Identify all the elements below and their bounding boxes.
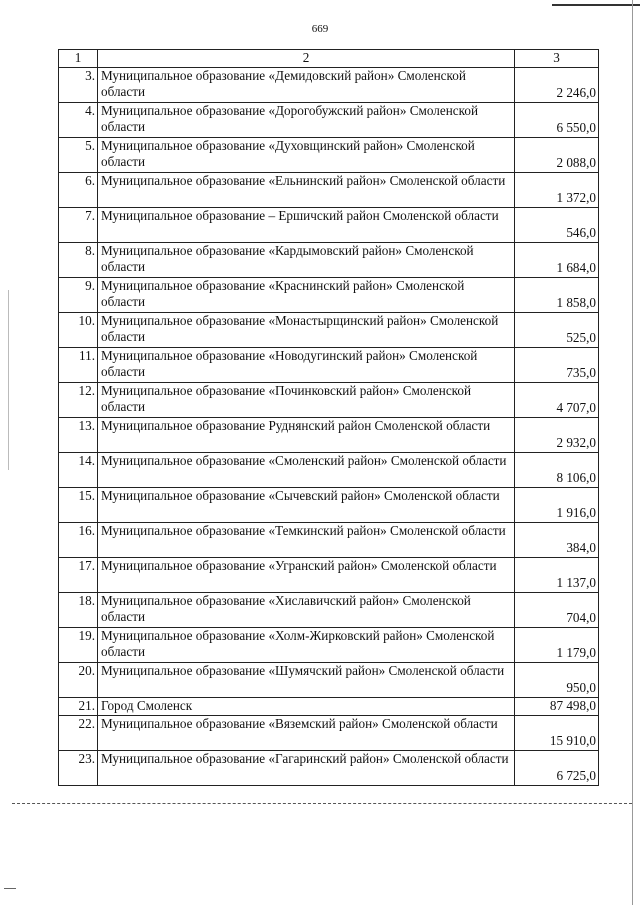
- row-number: 10.: [59, 312, 98, 347]
- row-value: 735,0: [515, 347, 599, 382]
- row-value: 2 088,0: [515, 137, 599, 172]
- row-value: 6 725,0: [515, 750, 599, 785]
- row-value: 1 684,0: [515, 242, 599, 277]
- row-name: Город Смоленск: [98, 697, 515, 715]
- table-row: [59, 312, 599, 347]
- table-row: [59, 277, 599, 312]
- row-name: Муниципальное образование «Вяземский район» Смоленской области: [98, 715, 515, 750]
- row-number: 20.: [59, 662, 98, 697]
- table-row: [59, 382, 599, 417]
- row-name: Муниципальное образование «Кардымовский район» Смоленской области: [98, 242, 515, 277]
- table-row: [59, 242, 599, 277]
- row-name: Муниципальное образование «Краснинский район» Смоленской области: [98, 277, 515, 312]
- row-value: 1 179,0: [515, 627, 599, 662]
- row-name: Муниципальное образование «Угранский район» Смоленской области: [98, 557, 515, 592]
- table-row: [59, 627, 599, 662]
- row-value: 4 707,0: [515, 382, 599, 417]
- table-row: [59, 137, 599, 172]
- table-row: [59, 207, 599, 242]
- table-row: [59, 592, 599, 627]
- row-number: 13.: [59, 417, 98, 452]
- row-number: 23.: [59, 750, 98, 785]
- header-col-3: 3: [515, 50, 599, 68]
- page-number: 669: [311, 23, 329, 35]
- scan-edge-left: [8, 290, 9, 470]
- row-value: 1 916,0: [515, 487, 599, 522]
- table-row: [59, 522, 599, 557]
- row-name: Муниципальное образование «Духовщинский район» Смоленской области: [98, 137, 515, 172]
- row-number: 6.: [59, 172, 98, 207]
- scan-edge-right: [632, 0, 633, 905]
- row-number: 12.: [59, 382, 98, 417]
- row-value: 950,0: [515, 662, 599, 697]
- row-number: 8.: [59, 242, 98, 277]
- row-number: 22.: [59, 715, 98, 750]
- row-number: 3.: [59, 67, 98, 102]
- row-value: 15 910,0: [515, 715, 599, 750]
- table-body: [59, 67, 599, 785]
- table-header-row: [59, 50, 599, 68]
- row-name: Муниципальное образование «Шумячский район» Смоленской области: [98, 662, 515, 697]
- row-number: 18.: [59, 592, 98, 627]
- row-name: Муниципальное образование «Холм-Жирковский район» Смоленской области: [98, 627, 515, 662]
- row-name: Муниципальное образование «Ельнинский район» Смоленской области: [98, 172, 515, 207]
- row-value: 525,0: [515, 312, 599, 347]
- table-row: [59, 172, 599, 207]
- row-name: Муниципальное образование «Гагаринский район» Смоленской области: [98, 750, 515, 785]
- row-value: 546,0: [515, 207, 599, 242]
- header-col-1: 1: [59, 50, 98, 68]
- row-number: 4.: [59, 102, 98, 137]
- row-value: 2 246,0: [515, 67, 599, 102]
- allocation-table: [58, 49, 599, 786]
- table-row: [59, 715, 599, 750]
- row-number: 21.: [59, 697, 98, 715]
- row-value: 6 550,0: [515, 102, 599, 137]
- row-number: 7.: [59, 207, 98, 242]
- row-number: 19.: [59, 627, 98, 662]
- table-row: [59, 750, 599, 785]
- row-name: Муниципальное образование Руднянский район Смоленской области: [98, 417, 515, 452]
- row-value: 87 498,0: [515, 697, 599, 715]
- row-value: 1 137,0: [515, 557, 599, 592]
- row-value: 384,0: [515, 522, 599, 557]
- table-row: [59, 452, 599, 487]
- table-row: [59, 417, 599, 452]
- row-number: 5.: [59, 137, 98, 172]
- row-name: Муниципальное образование «Хиславичский район» Смоленской области: [98, 592, 515, 627]
- row-name: Муниципальное образование «Сычевский район» Смоленской области: [98, 487, 515, 522]
- row-name: Муниципальное образование «Темкинский район» Смоленской области: [98, 522, 515, 557]
- row-name: Муниципальное образование «Монастырщинский район» Смоленской области: [98, 312, 515, 347]
- table-row: [59, 557, 599, 592]
- row-value: 704,0: [515, 592, 599, 627]
- table-row: [59, 487, 599, 522]
- row-number: 17.: [59, 557, 98, 592]
- row-number: 15.: [59, 487, 98, 522]
- dashed-separator: [12, 803, 632, 804]
- table-row: [59, 67, 599, 102]
- row-value: 1 372,0: [515, 172, 599, 207]
- row-number: 9.: [59, 277, 98, 312]
- row-name: Муниципальное образование «Дорогобужский район» Смоленской области: [98, 102, 515, 137]
- table-row: [59, 697, 599, 715]
- scan-mark-bottom: [4, 888, 16, 889]
- row-value: 8 106,0: [515, 452, 599, 487]
- scan-edge-top: [552, 4, 640, 6]
- row-number: 14.: [59, 452, 98, 487]
- table-row: [59, 102, 599, 137]
- row-name: Муниципальное образование «Новодугинский район» Смоленской области: [98, 347, 515, 382]
- row-number: 11.: [59, 347, 98, 382]
- header-col-2: 2: [98, 50, 515, 68]
- table-row: [59, 347, 599, 382]
- row-name: Муниципальное образование – Ершичский район Смоленской области: [98, 207, 515, 242]
- row-name: Муниципальное образование «Смоленский район» Смоленской области: [98, 452, 515, 487]
- row-name: Муниципальное образование «Демидовский район» Смоленской области: [98, 67, 515, 102]
- row-value: 2 932,0: [515, 417, 599, 452]
- table-row: [59, 662, 599, 697]
- row-value: 1 858,0: [515, 277, 599, 312]
- row-name: Муниципальное образование «Починковский район» Смоленской области: [98, 382, 515, 417]
- row-number: 16.: [59, 522, 98, 557]
